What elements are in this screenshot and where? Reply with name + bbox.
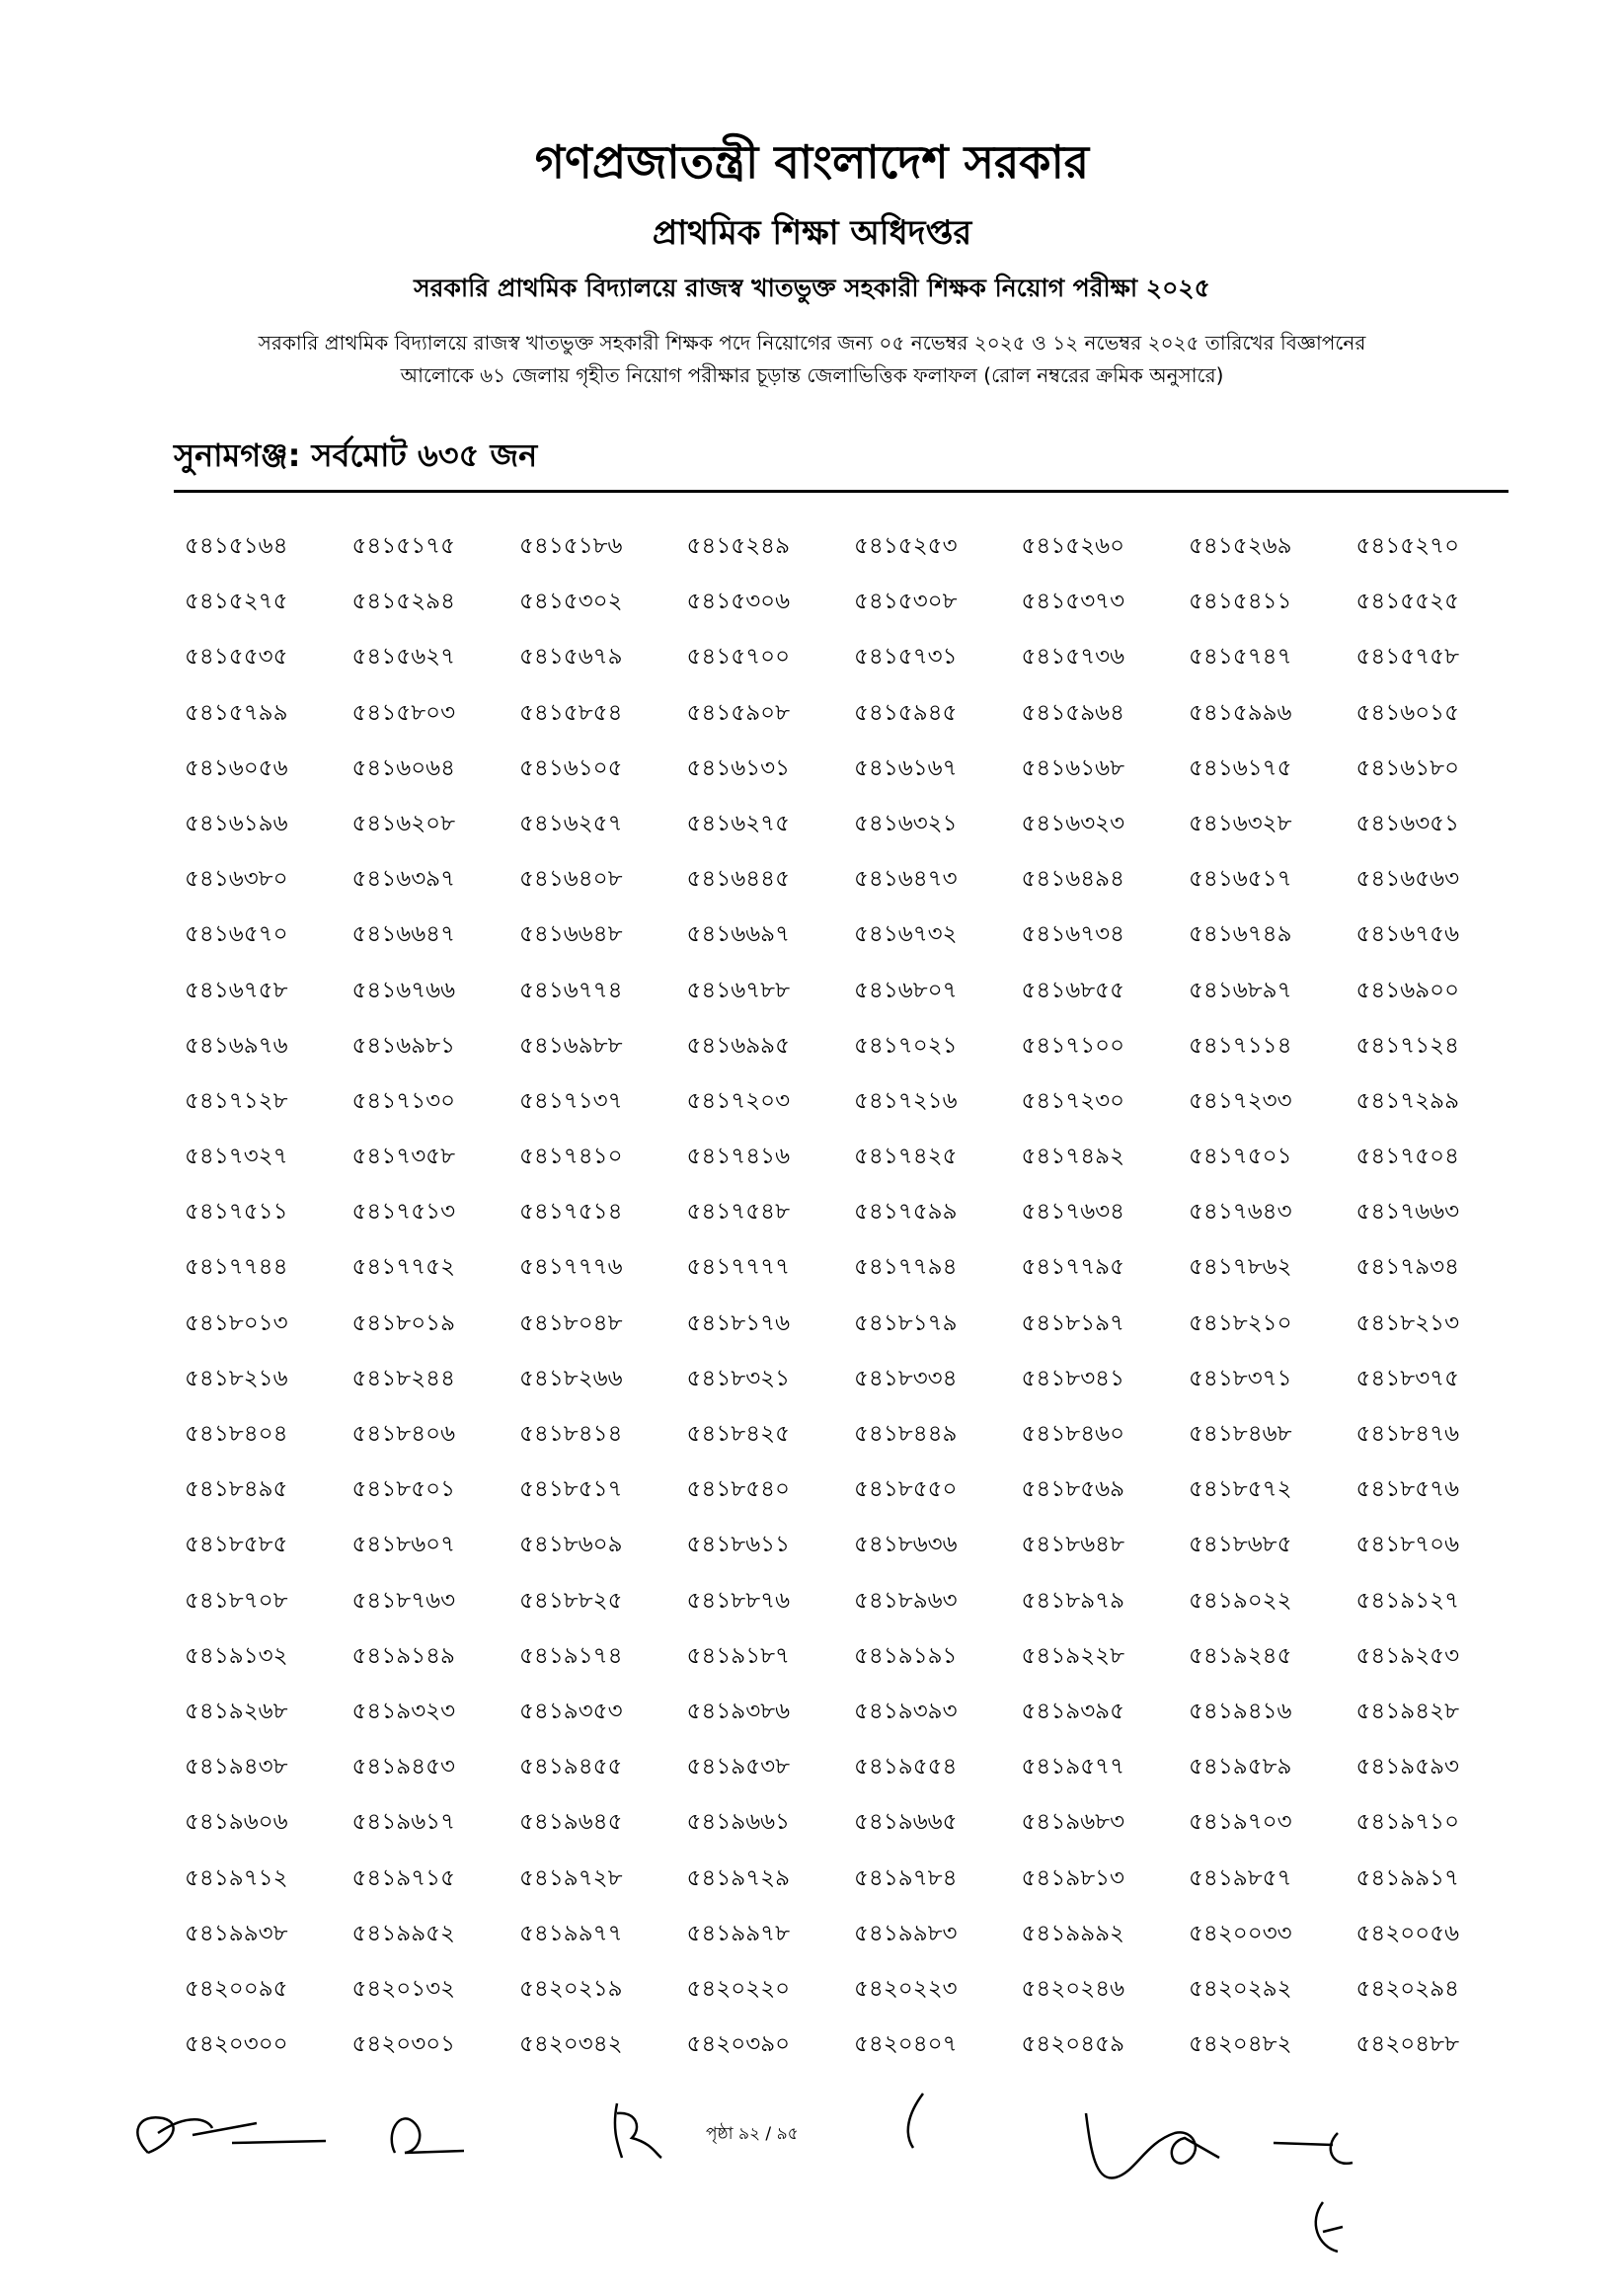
roll-number: ৫৪১৬২৭৫ (686, 810, 791, 836)
table-row (185, 1586, 1523, 1641)
signatures (0, 2074, 1624, 2294)
roll-number: ৫৪১৫১৬৪ (185, 533, 288, 559)
roll-number: ৫৪১৭৫১৪ (519, 1199, 623, 1226)
roll-number: ৫৪১৯১৮৭ (686, 1642, 791, 1669)
roll-number: ৫৪১৭৭৭৬ (519, 1254, 623, 1281)
district-heading: সুনামগঞ্জ: সর্বমোট ৬৩৫ জন (174, 436, 538, 474)
roll-number: ৫৪১৭৬৬৩ (1355, 1199, 1460, 1226)
table-row (185, 698, 1523, 753)
roll-number: ৫৪১৬৪৪৫ (686, 866, 791, 893)
roll-number: ৫৪১৭২১৬ (854, 1087, 958, 1114)
roll-number: ৫৪১৮৪৭৬ (1355, 1421, 1460, 1447)
roll-number: ৫৪১৭১৩৭ (519, 1087, 623, 1114)
roll-number: ৫৪১৯১২৭ (1355, 1587, 1460, 1614)
roll-number: ৫৪১৬৬৪৭ (351, 921, 456, 948)
description-line-1: সরকারি প্রাথমিক বিদ্যালয়ে রাজস্ব খাতভুক্ত সহকারী শিক্ষক পদে নিয়োগের জন্য ০৫ নভেম্বর ২০২৫ ও ১২ নভেম্বর ২০২৫ তারিখের বিজ্ঞাপনের (258, 331, 1366, 355)
roll-number: ৫৪১৯৩৯৩ (854, 1698, 958, 1724)
roll-number: ৫৪১৮৪০৬ (351, 1421, 456, 1447)
roll-number: ৫৪১৮৬০৯ (519, 1532, 623, 1558)
table-row (185, 1974, 1523, 2029)
table-row (185, 1364, 1523, 1419)
roll-number: ৫৪১৯২৪৫ (1189, 1642, 1292, 1669)
roll-number: ৫৪১৬৩২৩ (1021, 810, 1125, 836)
roll-number: ৫৪১৯৪১৬ (1189, 1698, 1292, 1724)
table-row (185, 976, 1523, 1031)
roll-number: ৫৪১৬১৬৮ (1021, 754, 1125, 781)
roll-number: ৫৪১৮৬৩৬ (854, 1532, 958, 1558)
roll-number: ৫৪২০৩০১ (351, 2031, 456, 2058)
roll-number: ৫৪১৯৬৬১ (686, 1809, 791, 1836)
roll-number: ৫৪১৫৩৭৩ (1021, 589, 1125, 615)
roll-number: ৫৪১৭৫১৩ (351, 1199, 456, 1226)
roll-number: ৫৪১৭৯৩৪ (1355, 1254, 1460, 1281)
roll-number: ৫৪১৭৫১১ (185, 1199, 288, 1226)
roll-number: ৫৪১৫৬২৭ (351, 644, 456, 671)
description-line-2: আলোকে ৬১ জেলায় গৃহীত নিয়োগ পরীক্ষার চূড়ান্ত জেলাভিত্তিক ফলাফল (রোল নম্বরের ক্রমিক অনুসারে) (400, 363, 1224, 387)
roll-number: ৫৪১৯৫৯৩ (1355, 1754, 1460, 1780)
roll-number: ৫৪১৬৭৬৬ (351, 977, 456, 1003)
roll-number: ৫৪১৭৬৩৪ (1021, 1199, 1125, 1226)
roll-number: ৫৪১৫৪১১ (1189, 589, 1292, 615)
roll-number: ৫৪১৬০৬৪ (351, 754, 456, 781)
roll-number: ৫৪১৫২৭৫ (185, 589, 288, 615)
roll-number: ৫৪১৫৭৯৯ (185, 699, 288, 726)
roll-number: ৫৪১৬১৭৫ (1189, 754, 1292, 781)
table-row (185, 1641, 1523, 1697)
roll-number: ৫৪১৮৩২১ (686, 1365, 791, 1391)
roll-number: ৫৪২০৪০৭ (854, 2031, 958, 2058)
roll-number: ৫৪১৮৩৭৫ (1355, 1365, 1460, 1391)
roll-number: ৫৪১৯১৭৪ (519, 1642, 623, 1669)
roll-number: ৫৪১৮৫১৭ (519, 1476, 623, 1503)
table-row (185, 1308, 1523, 1364)
roll-number: ৫৪১৫৩০৮ (854, 589, 958, 615)
table-row (185, 1697, 1523, 1752)
roll-number: ৫৪১৭৭৪৪ (185, 1254, 288, 1281)
roll-number: ৫৪১৯৩৯৫ (1021, 1698, 1125, 1724)
roll-number: ৫৪১৮১৭৯ (854, 1309, 958, 1336)
roll-number: ৫৪১৮১৯৭ (1021, 1309, 1125, 1336)
roll-number: ৫৪১৮৪৪৯ (854, 1421, 958, 1447)
roll-number: ৫৪১৫২৬৯ (1189, 533, 1292, 559)
table-row (185, 1919, 1523, 1974)
roll-number-table (185, 531, 1523, 2085)
roll-number: ৫৪১৮৪৯৫ (185, 1476, 288, 1503)
roll-number: ৫৪১৫৭৩১ (854, 644, 958, 671)
roll-number: ৫৪২০২২০ (686, 1975, 791, 2002)
roll-number: ৫৪১৯২৬৮ (185, 1698, 288, 1724)
roll-number: ৫৪১৮৯৬৩ (854, 1587, 958, 1614)
roll-number: ৫৪১৯৭৮৪ (854, 1864, 958, 1891)
roll-number: ৫৪১৯৬৮৩ (1021, 1809, 1125, 1836)
roll-number: ৫৪১৭২৯৯ (1355, 1087, 1460, 1114)
signature-1 (137, 2117, 326, 2153)
signature-3 (615, 2103, 661, 2158)
roll-number: ৫৪১৯৪৫৩ (351, 1754, 456, 1780)
table-row (185, 1807, 1523, 1862)
roll-number: ৫৪১৯৬০৬ (185, 1809, 288, 1836)
roll-number: ৫৪১৮৪০৪ (185, 1421, 288, 1447)
roll-number: ৫৪১৮৫৮৫ (185, 1532, 288, 1558)
roll-number: ৫৪১৭১৩০ (351, 1087, 456, 1114)
roll-number: ৫৪১৯৩২৩ (351, 1698, 456, 1724)
roll-number: ৫৪১৯৯৫২ (351, 1920, 456, 1946)
roll-number: ৫৪১৭৪১৬ (686, 1144, 791, 1170)
table-row (185, 1197, 1523, 1252)
roll-number: ৫৪২০৩৯০ (686, 2031, 791, 2058)
roll-number: ৫৪১৯৭১২ (185, 1864, 288, 1891)
roll-number: ৫৪১৮৫৬৯ (1021, 1476, 1125, 1503)
roll-number: ৫৪২০২৯২ (1189, 1975, 1292, 2002)
roll-number: ৫৪১৭১২৪ (1355, 1032, 1460, 1059)
roll-number: ৫৪১৬৯৭৬ (185, 1032, 288, 1059)
table-row (185, 753, 1523, 809)
roll-number: ৫৪১৮২৬৬ (519, 1365, 623, 1391)
roll-number: ৫৪১৭৭৯৫ (1021, 1254, 1125, 1281)
roll-number: ৫৪১৯৪৫৫ (519, 1754, 623, 1780)
roll-number: ৫৪১৫৭০০ (686, 644, 791, 671)
roll-number: ৫৪১৭১০০ (1021, 1032, 1125, 1059)
roll-number: ৫৪১৬৫৬৩ (1355, 866, 1460, 893)
roll-number: ৫৪১৬৯০০ (1355, 977, 1460, 1003)
roll-number: ৫৪১৭৪২৫ (854, 1144, 958, 1170)
roll-number: ৫৪১৯৫৮৯ (1189, 1754, 1292, 1780)
roll-number: ৫৪১৯৩৮৬ (686, 1698, 791, 1724)
roll-number: ৫৪১৭৩৫৮ (351, 1144, 456, 1170)
roll-number: ৫৪১৯২৫৩ (1355, 1642, 1460, 1669)
roll-number: ৫৪১৯৩৫৩ (519, 1698, 623, 1724)
roll-number: ৫৪১৬৭৪৯ (1189, 921, 1292, 948)
roll-number: ৫৪১৫৯৪৫ (854, 699, 958, 726)
roll-number: ৫৪১৫৩০৬ (686, 589, 791, 615)
roll-number: ৫৪১৬৪৭৩ (854, 866, 958, 893)
government-title: গণপ্রজাতন্ত্রী বাংলাদেশ সরকার (534, 135, 1090, 189)
roll-number: ৫৪১৯০২২ (1189, 1587, 1292, 1614)
roll-number: ৫৪১৬৭৫৮ (185, 977, 288, 1003)
roll-number: ৫৪১৮৭৬৩ (351, 1587, 456, 1614)
table-row (185, 809, 1523, 864)
roll-number: ৫৪২০০৫৬ (1355, 1920, 1460, 1946)
roll-number: ৫৪১৫৫৩৫ (185, 644, 288, 671)
roll-number: ৫৪১৫১৭৫ (351, 533, 456, 559)
roll-number: ৫৪২০০৯৫ (185, 1975, 288, 2002)
roll-number: ৫৪১৯৯৭৭ (519, 1920, 623, 1946)
roll-number: ৫৪২০২৪৬ (1021, 1975, 1125, 2002)
table-row (185, 864, 1523, 919)
roll-number: ৫৪১৫২৫৩ (854, 533, 958, 559)
roll-number: ৫৪১৫৯৬৪ (1021, 699, 1125, 726)
roll-number: ৫৪১৬৭৫৬ (1355, 921, 1460, 948)
roll-number: ৫৪১৬৯৮৮ (519, 1032, 623, 1059)
divider (174, 490, 1508, 493)
roll-number: ৫৪১৮০১৯ (351, 1309, 456, 1336)
table-row (185, 642, 1523, 697)
roll-number: ৫৪১৮০৪৮ (519, 1309, 623, 1336)
roll-number: ৫৪২০৪৮৮ (1355, 2031, 1460, 2058)
roll-number: ৫৪১৯৯১৭ (1355, 1864, 1460, 1891)
roll-number: ৫৪১৮৬১১ (686, 1532, 791, 1558)
roll-number: ৫৪১৯৮৫৭ (1189, 1864, 1292, 1891)
roll-number: ৫৪১৯৪২৮ (1355, 1698, 1460, 1724)
roll-number: ৫৪১৬৬৯৭ (686, 921, 791, 948)
roll-number: ৫৪১৭৪৯২ (1021, 1144, 1125, 1170)
roll-number: ৫৪১৬১৩১ (686, 754, 791, 781)
roll-number: ৫৪২০৪৫৯ (1021, 2031, 1125, 2058)
roll-number: ৫৪১৬৪৯৪ (1021, 866, 1125, 893)
roll-number: ৫৪১৮৮২৫ (519, 1587, 623, 1614)
roll-number: ৫৪১৮৪১৪ (519, 1421, 623, 1447)
table-row (185, 919, 1523, 975)
roll-number: ৫৪১৬৫৭০ (185, 921, 288, 948)
roll-number: ৫৪১৫৩০২ (519, 589, 623, 615)
roll-number: ৫৪১৯৭২৯ (686, 1864, 791, 1891)
roll-number: ৫৪১৫৯৯৬ (1189, 699, 1292, 726)
roll-number: ৫৪১৭২৩০ (1021, 1087, 1125, 1114)
table-row (185, 1530, 1523, 1585)
roll-number: ৫৪১৫৭৩৬ (1021, 644, 1125, 671)
roll-number: ৫৪১৬৩৯৭ (351, 866, 456, 893)
roll-number: ৫৪১৯৬৬৫ (854, 1809, 958, 1836)
roll-number: ৫৪১৭৪১০ (519, 1144, 623, 1170)
roll-number: ৫৪১৮৪২৫ (686, 1421, 791, 1447)
roll-number: ৫৪১৮৬৪৮ (1021, 1532, 1125, 1558)
roll-number: ৫৪১৮৬০৭ (351, 1532, 456, 1558)
roll-number: ৫৪২০৩৪২ (519, 2031, 623, 2058)
roll-number: ৫৪১৯৯৭৮ (686, 1920, 791, 1946)
roll-number: ৫৪১৮৮৭৬ (686, 1587, 791, 1614)
roll-number: ৫৪১৯১৩২ (185, 1642, 288, 1669)
roll-number: ৫৪১৬৪০৮ (519, 866, 623, 893)
roll-number: ৫৪১৬৮৫৫ (1021, 977, 1125, 1003)
roll-number: ৫৪১৭২০৩ (686, 1087, 791, 1114)
roll-number: ৫৪১৯৯৮৩ (854, 1920, 958, 1946)
roll-number: ৫৪১৮৭০৬ (1355, 1532, 1460, 1558)
roll-number: ৫৪১৭৫৪৮ (686, 1199, 791, 1226)
roll-number: ৫৪১৬৩২৮ (1189, 810, 1292, 836)
roll-number: ৫৪১৮৪৬৮ (1189, 1421, 1292, 1447)
roll-number: ৫৪১৯৭১০ (1355, 1809, 1460, 1836)
roll-number: ৫৪১৬৩২১ (854, 810, 958, 836)
roll-number: ৫৪১৭০২১ (854, 1032, 958, 1059)
roll-number: ৫৪২০১৩২ (351, 1975, 456, 2002)
roll-number: ৫৪১৭১১৪ (1189, 1032, 1292, 1059)
roll-number: ৫৪১৯৯৩৮ (185, 1920, 288, 1946)
roll-number: ৫৪১৭৬৪৩ (1189, 1199, 1292, 1226)
roll-number: ৫৪১৫৯০৮ (686, 699, 791, 726)
roll-number: ৫৪১৯১৪৯ (351, 1642, 455, 1669)
roll-number: ৫৪১৬০৫৬ (185, 754, 288, 781)
roll-number: ৫৪১৭৭৭৭ (686, 1254, 791, 1281)
roll-number: ৫৪২০২১৯ (519, 1975, 623, 2002)
table-row (185, 1252, 1523, 1307)
roll-number: ৫৪১৮৫০১ (351, 1476, 456, 1503)
roll-number: ৫৪১৬৩৫১ (1355, 810, 1460, 836)
roll-number: ৫৪১৬১৬৭ (854, 754, 958, 781)
signature-5 (1086, 2113, 1353, 2178)
table-row (185, 1863, 1523, 1919)
roll-number: ৫৪১৫৭৪৭ (1189, 644, 1292, 671)
roll-number: ৫৪১৯৭০৩ (1189, 1809, 1292, 1836)
page-number: পৃষ্ঠা ৯২ / ৯৫ (706, 2124, 799, 2144)
roll-number: ৫৪১৮৪৬০ (1021, 1421, 1125, 1447)
roll-number: ৫৪১৬২০৮ (351, 810, 456, 836)
roll-number: ৫৪১৮৫৭২ (1189, 1476, 1292, 1503)
roll-number: ৫৪১৭৫৯৯ (854, 1199, 958, 1226)
roll-number: ৫৪১৬৭৭৪ (519, 977, 623, 1003)
roll-number: ৫৪১৮৫৪০ (686, 1476, 791, 1503)
roll-number: ৫৪১৭৭৫২ (351, 1254, 456, 1281)
signature-2 (392, 2118, 464, 2153)
roll-number: ৫৪১৬১৯৬ (185, 810, 288, 836)
roll-number: ৫৪১৯৬১৭ (351, 1809, 456, 1836)
roll-number: ৫৪১৭৩২৭ (185, 1144, 288, 1170)
roll-number: ৫৪২০০৩৩ (1189, 1920, 1292, 1946)
roll-number: ৫৪১৯৬৪৫ (519, 1809, 623, 1836)
table-row (185, 1086, 1523, 1142)
roll-number: ৫৪১৭৫০৪ (1355, 1144, 1460, 1170)
roll-number: ৫৪১৬৭৩৪ (1021, 921, 1125, 948)
roll-number: ৫৪১৫৭৫৮ (1355, 644, 1460, 671)
roll-number: ৫৪১৮১৭৬ (686, 1309, 791, 1336)
roll-number: ৫৪১৮২১০ (1189, 1309, 1292, 1336)
roll-number: ৫৪১৯৫৩৮ (686, 1754, 791, 1780)
roll-number: ৫৪১৫২৯৪ (351, 589, 456, 615)
department-title: প্রাথমিক শিক্ষা অধিদপ্তর (652, 213, 972, 253)
roll-number: ৫৪১৭২৩৩ (1189, 1087, 1292, 1114)
roll-number: ৫৪১৬৯৮১ (351, 1032, 456, 1059)
roll-number: ৫৪২০৩০০ (185, 2031, 288, 2058)
roll-number: ৫৪১৮৩৭১ (1189, 1365, 1292, 1391)
roll-number: ৫৪১৫৮৫৪ (519, 699, 623, 726)
roll-number: ৫৪১৬৮৯৭ (1189, 977, 1292, 1003)
roll-number: ৫৪১৮৬৮৫ (1189, 1532, 1292, 1558)
roll-number: ৫৪১৯১৯১ (854, 1642, 958, 1669)
roll-number: ৫৪১৮২১৬ (185, 1365, 288, 1391)
roll-number: ৫৪১৬১৮০ (1355, 754, 1460, 781)
roll-number: ৫৪১৮০১৩ (185, 1309, 288, 1336)
roll-number: ৫৪১৬৯৯৫ (686, 1032, 791, 1059)
roll-number: ৫৪১৬০১৫ (1355, 699, 1460, 726)
roll-number: ৫৪১৯২২৮ (1021, 1642, 1125, 1669)
roll-number: ৫৪১৮৫৭৬ (1355, 1476, 1460, 1503)
roll-number: ৫৪১৮২৪৪ (351, 1365, 456, 1391)
roll-number: ৫৪১৯৫৭৭ (1021, 1754, 1125, 1780)
roll-number: ৫৪১৮৭০৮ (185, 1587, 288, 1614)
roll-number: ৫৪১৯৭২৮ (519, 1864, 623, 1891)
roll-number: ৫৪১৫৬৭৯ (519, 644, 623, 671)
roll-number: ৫৪১৭৭৯৪ (854, 1254, 958, 1281)
exam-title: সরকারি প্রাথমিক বিদ্যালয়ে রাজস্ব খাতভুক্ত সহকারী শিক্ষক নিয়োগ পরীক্ষা ২০২৫ (414, 274, 1210, 302)
table-row (185, 587, 1523, 642)
roll-number: ৫৪১৮৯৭৯ (1021, 1587, 1125, 1614)
roll-number: ৫৪১৭৫০১ (1189, 1144, 1292, 1170)
roll-number: ৫৪১৬৩৮০ (185, 866, 288, 893)
roll-number: ৫৪১৫২৭০ (1355, 533, 1460, 559)
roll-number: ৫৪১৮৫৫০ (854, 1476, 958, 1503)
roll-number: ৫৪২০৪৮২ (1189, 2031, 1292, 2058)
roll-number: ৫৪১৫৫২৫ (1355, 589, 1460, 615)
table-row (185, 1752, 1523, 1807)
roll-number: ৫৪১৬৬৪৮ (519, 921, 623, 948)
roll-number: ৫৪১৬২৫৭ (519, 810, 623, 836)
table-row (185, 1142, 1523, 1197)
signature-4 (908, 2094, 923, 2148)
roll-number: ৫৪১৬৭৩২ (854, 921, 958, 948)
roll-number: ৫৪১৮২১৩ (1355, 1309, 1460, 1336)
roll-number: ৫৪১৮৩৪১ (1021, 1365, 1125, 1391)
roll-number: ৫৪১৬৭৮৮ (686, 977, 791, 1003)
roll-number: ৫৪১৫২৪৯ (686, 533, 791, 559)
roll-number: ৫৪১৯৪৩৮ (185, 1754, 288, 1780)
table-row (185, 1031, 1523, 1086)
signature-6 (1316, 2202, 1343, 2252)
roll-number: ৫৪১৯৭১৫ (351, 1864, 456, 1891)
roll-number: ৫৪২০২৯৪ (1355, 1975, 1460, 2002)
roll-number: ৫৪১৯৫৫৪ (854, 1754, 958, 1780)
roll-number: ৫৪১৬১০৫ (519, 754, 623, 781)
roll-number: ৫৪১৮৩৩৪ (854, 1365, 958, 1391)
table-row (185, 531, 1523, 587)
roll-number: ৫৪১৫১৮৬ (519, 533, 623, 559)
roll-number: ৫৪১৬৮০৭ (854, 977, 958, 1003)
roll-number: ৫৪১৬৫১৭ (1189, 866, 1292, 893)
roll-number: ৫৪১৯৮১৩ (1021, 1864, 1125, 1891)
roll-number: ৫৪১৫২৬০ (1021, 533, 1125, 559)
roll-number: ৫৪১৫৮০৩ (351, 699, 456, 726)
table-row (185, 1419, 1523, 1474)
roll-number: ৫৪১৭৮৬২ (1189, 1254, 1292, 1281)
roll-number: ৫৪১৭১২৮ (185, 1087, 288, 1114)
table-row (185, 1474, 1523, 1530)
roll-number: ৫৪১৯৯৯২ (1021, 1920, 1125, 1946)
roll-number: ৫৪২০২২৩ (854, 1975, 958, 2002)
